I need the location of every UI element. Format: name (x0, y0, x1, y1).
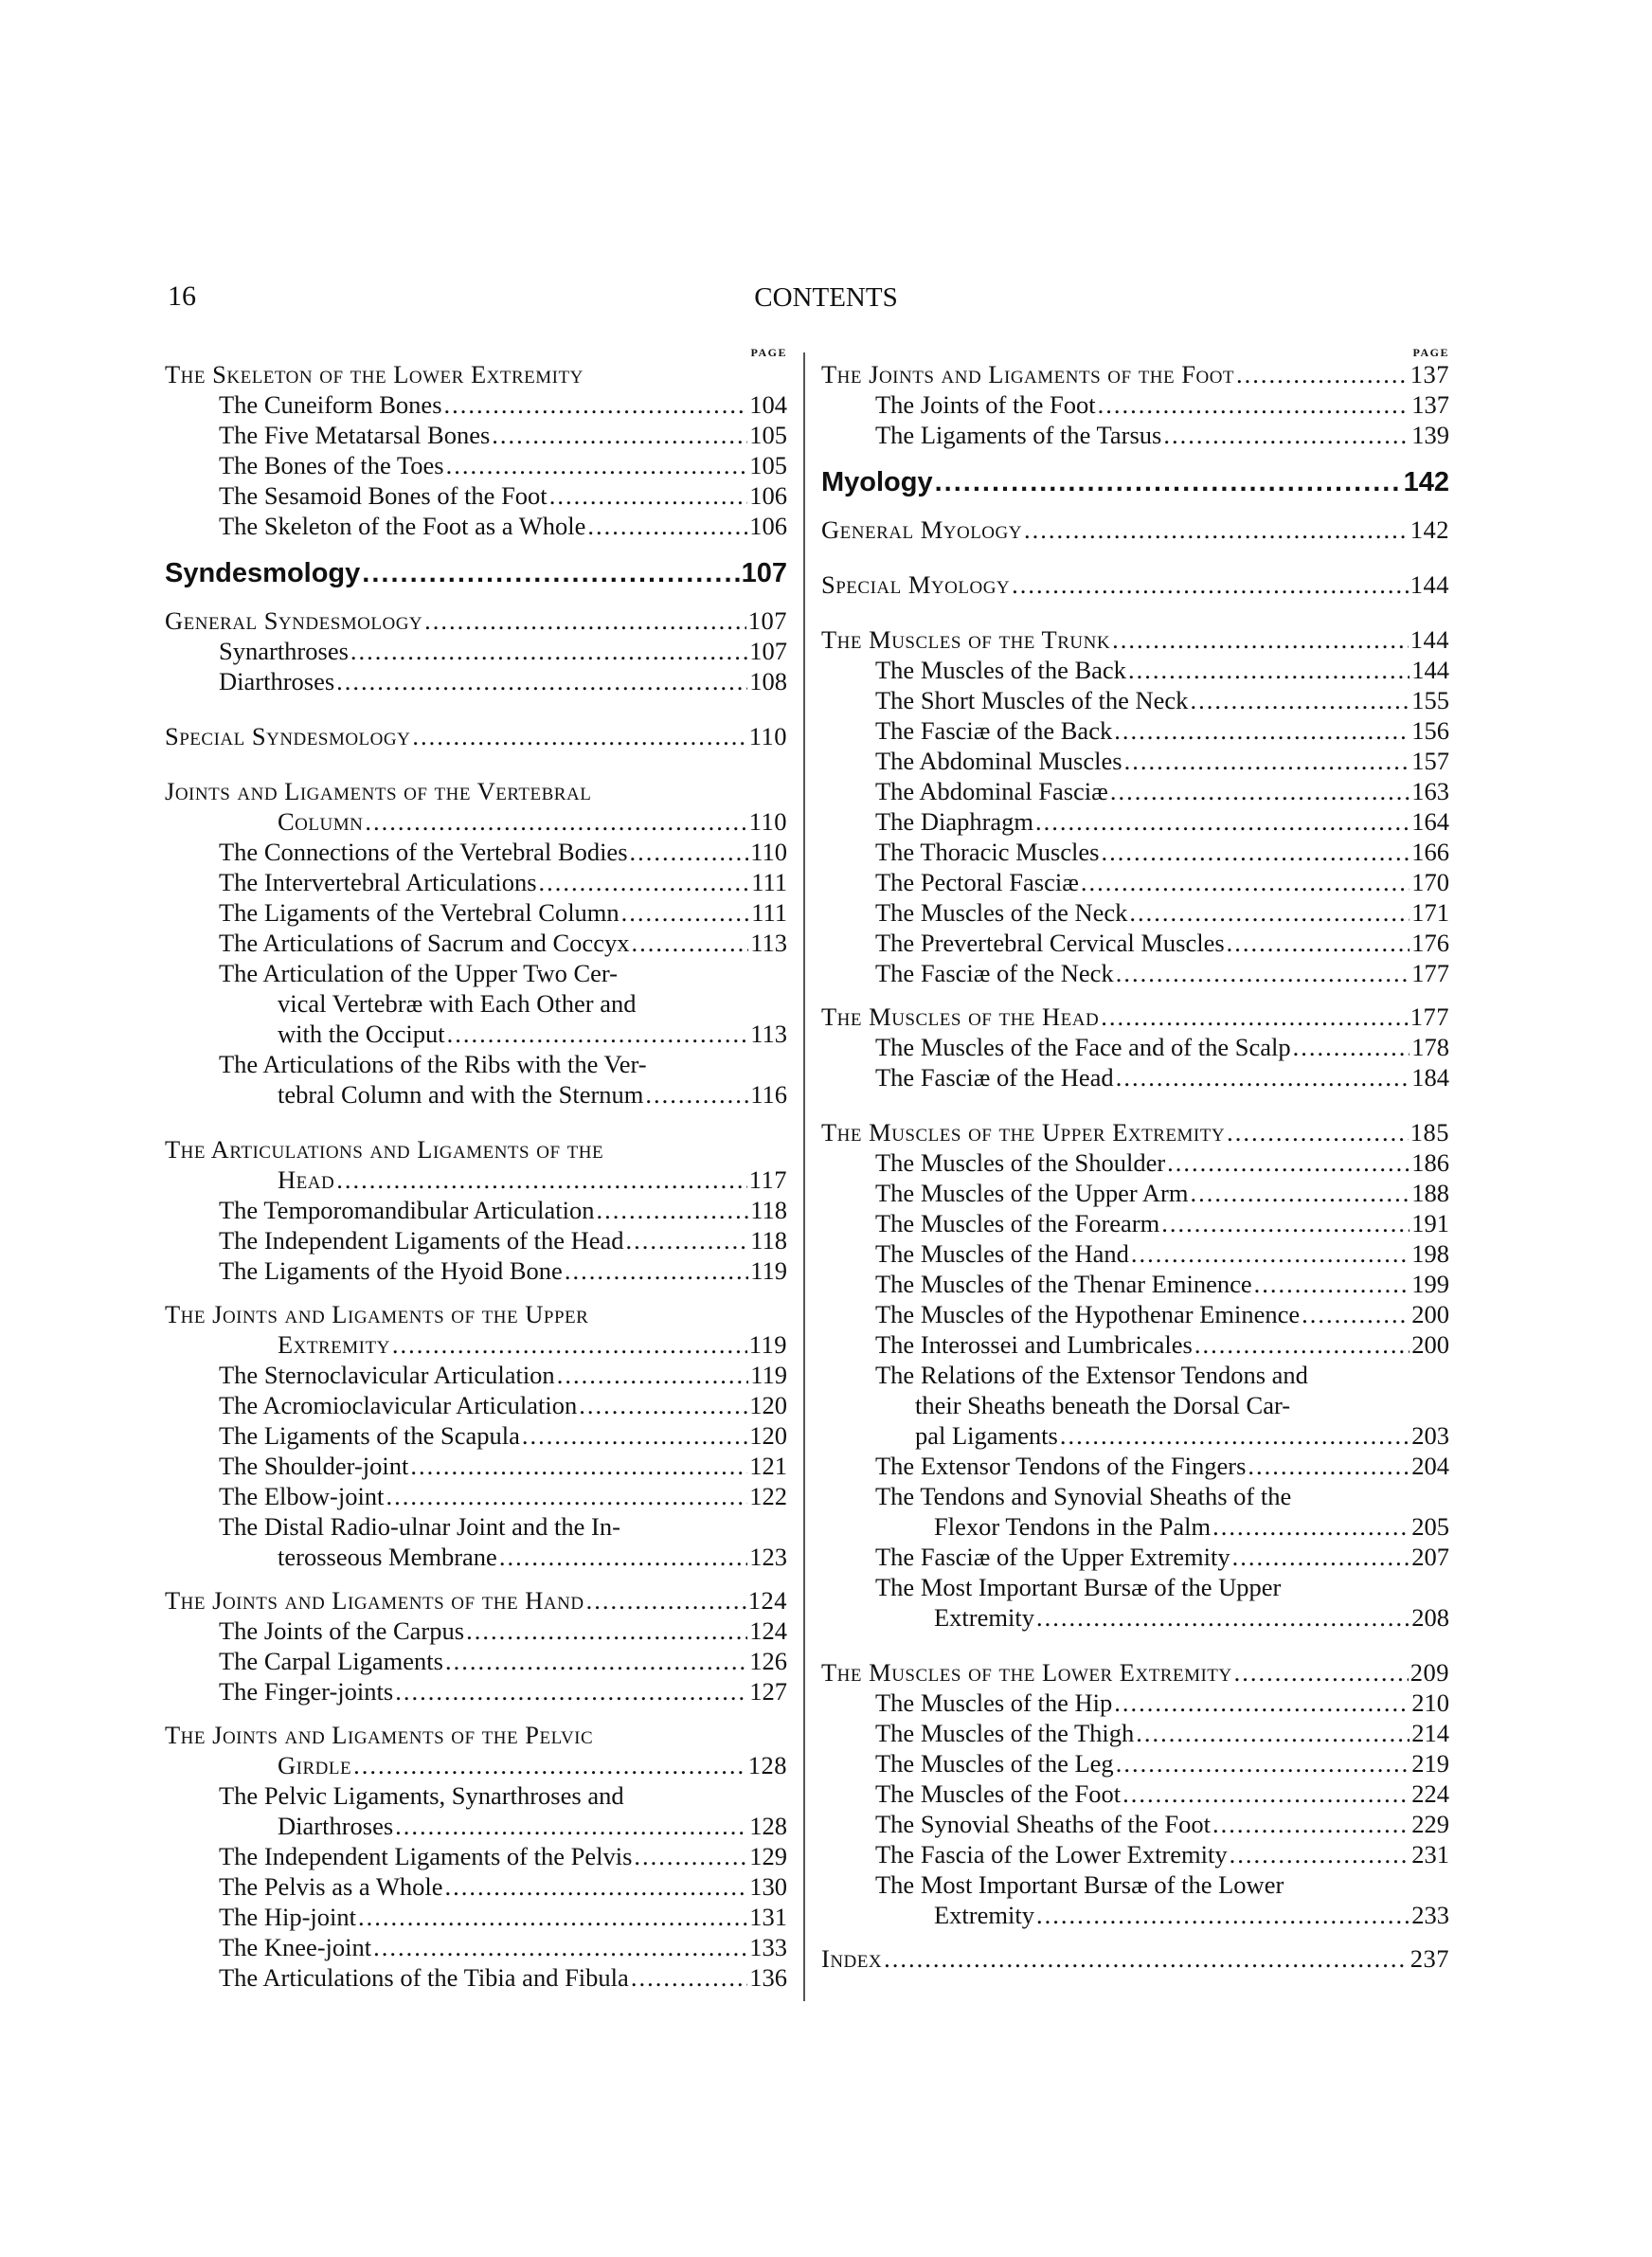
dot-leader (445, 1646, 747, 1676)
dot-leader (350, 636, 747, 666)
toc-entry-title: The Muscles of the Neck (875, 898, 1128, 927)
toc-entry-page: 184 (1411, 1063, 1449, 1092)
toc-entry-page: 191 (1411, 1209, 1449, 1237)
toc-entry-title: The Fasciæ of the Neck (875, 959, 1114, 987)
toc-entry-title: The Independent Ligaments of the Pelvis (219, 1842, 633, 1870)
dot-leader (446, 450, 748, 480)
toc-entry-page: 229 (1411, 1810, 1449, 1838)
dot-leader (522, 1420, 747, 1451)
toc-entry-title: The Muscles of the Thigh (875, 1719, 1135, 1747)
toc-entry-title: The Muscles of the Face and of the Scalp (875, 1033, 1291, 1061)
toc-entry[interactable] (821, 1208, 1449, 1238)
toc-entry[interactable] (821, 837, 1449, 867)
toc-entry[interactable]: tebral Column and with the Sternum ..... 116 (165, 1079, 787, 1110)
toc-entry-page: 177 (1411, 959, 1449, 987)
toc-entry[interactable]: Special Myology ..... 144 (821, 569, 1449, 600)
section-heading: The Joints and Ligaments of the Upper (165, 1300, 589, 1328)
toc-entry[interactable]: The Muscles of the Lower Extremity ..... 209 (821, 1657, 1449, 1688)
toc-entry-title: The Thoracic Muscles (875, 838, 1100, 866)
toc-entry-page: 108 (749, 667, 787, 695)
toc-entry[interactable]: Extremity ..... 233 (821, 1900, 1449, 1930)
toc-entry[interactable] (821, 1299, 1449, 1329)
toc-entry-title: The Joints of the Carpus (219, 1616, 465, 1645)
dot-leader (1114, 715, 1410, 746)
toc-entry-title: The Elbow-joint (219, 1482, 385, 1510)
toc-entry-page: 224 (1411, 1779, 1449, 1808)
page-column-label: PAGE (1412, 346, 1449, 359)
section-heading: The Skeleton of the Lower Extremity (165, 360, 584, 388)
dot-leader (626, 1225, 749, 1255)
toc-entry-title: The Independent Ligaments of the Head (219, 1226, 624, 1255)
toc-entry-title: The Sternoclavicular Articulation (219, 1361, 555, 1389)
dot-leader (373, 1932, 747, 1962)
toc-entry-page: 126 (749, 1647, 787, 1675)
dot-leader (621, 897, 750, 928)
dot-leader (1116, 958, 1410, 988)
toc-entry[interactable]: The Joints and Ligaments of the Hand ..... 124 (165, 1585, 787, 1616)
toc-entry[interactable] (165, 389, 787, 420)
dot-leader (1129, 897, 1410, 928)
toc-entry-page: 214 (1411, 1719, 1449, 1747)
dot-leader (1128, 655, 1410, 685)
toc-entry-title: The Abdominal Fasciæ (875, 777, 1108, 805)
dot-leader (444, 389, 748, 420)
toc-entry[interactable] (821, 389, 1449, 420)
toc-entry[interactable]: The Fasciæ of the Upper Extremity ..... 207 (821, 1542, 1449, 1572)
toc-entry[interactable] (165, 867, 787, 897)
toc-entry[interactable] (821, 806, 1449, 837)
dot-leader (410, 1451, 747, 1481)
toc-entry-text: The Pelvic Ligaments, Synarthroses and (219, 1781, 624, 1810)
toc-entry-page: 129 (749, 1842, 787, 1870)
toc-entry-page: 137 (1411, 390, 1449, 419)
toc-entry-title: The Fasciæ of the Head (875, 1063, 1114, 1092)
toc-entry-page: 111 (751, 868, 787, 896)
toc-entry-page: 110 (750, 838, 787, 866)
toc-entry-page: 111 (751, 898, 787, 927)
toc-entry-title: The Intervertebral Articulations (219, 868, 537, 896)
toc-entry[interactable]: with the Occiput ..... 113 (165, 1019, 787, 1049)
toc-entry-title: The Shoulder-joint (219, 1452, 409, 1480)
toc-entry-page: 157 (1411, 747, 1449, 775)
toc-entry-page: 131 (749, 1903, 787, 1931)
toc-entry[interactable]: The Muscles of the Head ..... 177 (821, 1002, 1449, 1032)
dot-leader (1110, 776, 1410, 806)
toc-entry[interactable] (165, 1255, 787, 1286)
toc-entry-page: 136 (749, 1963, 787, 1992)
toc-list (821, 389, 1449, 450)
toc-entry[interactable] (821, 1329, 1449, 1360)
toc-entry-title: The Muscles of the Hypothenar Eminence (875, 1300, 1301, 1328)
dot-leader (631, 1962, 747, 1993)
toc-entry-title: The Interossei and Lumbricales (875, 1330, 1193, 1359)
toc-entry[interactable] (165, 511, 787, 541)
toc-list (165, 1195, 787, 1286)
toc-entry[interactable] (165, 1676, 787, 1706)
toc-entry[interactable]: Column ..... 110 (165, 806, 787, 837)
toc-entry[interactable] (821, 1238, 1449, 1269)
toc-list (165, 1841, 787, 1993)
toc-entry[interactable]: pal Ligaments ..... 203 (821, 1420, 1449, 1451)
toc-entry-page: 124 (749, 1616, 787, 1645)
toc-entry-title: The Pelvis as a Whole (219, 1872, 443, 1901)
toc-entry[interactable] (165, 1481, 787, 1511)
toc-entry-page: 170 (1411, 868, 1449, 896)
dot-leader (1190, 685, 1410, 715)
toc-entry-title: The Articulations of Sacrum and Coccyx (219, 929, 630, 957)
toc-entry-title: The Hip-joint (219, 1903, 356, 1931)
dot-leader (1098, 389, 1410, 420)
toc-entry[interactable] (165, 1841, 787, 1871)
toc-entry-text: The Most Important Bursæ of the Upper (875, 1573, 1282, 1601)
dot-leader (1293, 1032, 1410, 1062)
toc-entry[interactable] (821, 1779, 1449, 1809)
toc-entry[interactable] (821, 958, 1449, 988)
toc-entry-title: The Connections of the Vertebral Bodies (219, 838, 628, 866)
dot-leader (1114, 1688, 1410, 1718)
toc-entry[interactable]: Flexor Tendons in the Palm ..... 205 (821, 1511, 1449, 1542)
dot-leader (549, 480, 748, 511)
dot-leader (630, 837, 749, 867)
toc-entry-text: The Articulation of the Upper Two Cer- (219, 959, 619, 987)
toc-entry-page: 130 (749, 1872, 787, 1901)
page-number: 16 (168, 280, 196, 312)
toc-entry[interactable]: terosseous Membrane ..... 123 (165, 1542, 787, 1572)
toc-entry[interactable] (821, 1688, 1449, 1718)
toc-entry-page: 171 (1411, 898, 1449, 927)
toc-entry-text: The Most Important Bursæ of the Lower (875, 1870, 1284, 1899)
toc-entry-text: their Sheaths beneath the Dorsal Car- (915, 1391, 1291, 1419)
toc-entry-page: 127 (749, 1677, 787, 1706)
toc-entry[interactable] (165, 1616, 787, 1646)
toc-entry-title: The Temporomandibular Articulation (219, 1196, 595, 1224)
toc-entry-page: 119 (750, 1361, 787, 1389)
toc-entry-text: The Articulations of the Ribs with the Ver- (219, 1050, 647, 1078)
toc-entry[interactable] (165, 450, 787, 480)
dot-leader (1081, 867, 1410, 897)
toc-entry-title: The Fasciæ of the Back (875, 716, 1113, 745)
toc-entry-title: The Carpal Ligaments (219, 1647, 443, 1675)
dot-leader (1161, 1208, 1410, 1238)
dot-leader (565, 1255, 748, 1286)
toc-entry-title: The Synovial Sheaths of the Foot (875, 1810, 1212, 1838)
toc-entry[interactable]: The Extensor Tendons of the Fingers ..... 204 (821, 1451, 1449, 1481)
dot-leader (597, 1195, 749, 1225)
toc-entry[interactable] (821, 1147, 1449, 1178)
dot-leader (1194, 1329, 1410, 1360)
toc-entry-title: The Ligaments of the Vertebral Column (219, 898, 620, 927)
toc-entry[interactable] (165, 1420, 787, 1451)
dot-leader (386, 1481, 747, 1511)
toc-entry-page: 104 (749, 390, 787, 419)
toc-entry[interactable]: Myology ..... 142 (821, 463, 1449, 501)
toc-entry-title: The Cuneiform Bones (219, 390, 442, 419)
toc-list (165, 1616, 787, 1706)
toc-entry-page: 188 (1411, 1179, 1449, 1207)
toc-entry-text: The Relations of the Extensor Tendons and (875, 1361, 1308, 1389)
toc-entry[interactable] (165, 636, 787, 666)
toc-entry[interactable] (821, 1032, 1449, 1062)
toc-entry-title: The Fascia of the Lower Extremity (875, 1840, 1228, 1869)
dot-leader (1230, 1839, 1410, 1869)
page-header (0, 280, 1652, 318)
toc-entry-page: 164 (1411, 807, 1449, 836)
toc-entry-title: The Muscles of the Shoulder (875, 1148, 1166, 1177)
toc-entry-page: 113 (750, 929, 787, 957)
toc-entry-title: The Diaphragm (875, 807, 1034, 836)
toc-entry[interactable] (165, 1360, 787, 1390)
toc-entry[interactable]: Diarthroses ..... 128 (165, 1811, 787, 1841)
dot-leader (539, 867, 750, 897)
toc-entry-page: 200 (1411, 1300, 1449, 1328)
toc-entry-page: 120 (749, 1391, 787, 1419)
toc-entry[interactable]: Extremity ..... 119 (165, 1329, 787, 1360)
dot-leader (466, 1616, 747, 1646)
dot-leader (1167, 1147, 1410, 1178)
toc-entry[interactable] (165, 1390, 787, 1420)
toc-entry[interactable] (165, 928, 787, 958)
toc-entry[interactable] (821, 1839, 1449, 1869)
toc-entry-page: 186 (1411, 1148, 1449, 1177)
dot-leader (444, 1871, 747, 1902)
toc-entry-page: 210 (1411, 1688, 1449, 1717)
toc-entry-title: The Skeleton of the Foot as a Whole (219, 512, 586, 540)
toc-entry-page: 176 (1411, 929, 1449, 957)
dot-leader (1131, 1238, 1410, 1269)
toc-entry-page: 200 (1411, 1330, 1449, 1359)
toc-entry[interactable]: Head ..... 117 (165, 1165, 787, 1195)
toc-entry[interactable] (821, 420, 1449, 450)
toc-entry-title: The Prevertebral Cervical Muscles (875, 929, 1225, 957)
toc-entry-title: The Muscles of the Leg (875, 1749, 1114, 1778)
toc-entry-page: 156 (1411, 716, 1449, 745)
toc-entry[interactable] (165, 480, 787, 511)
toc-entry[interactable]: Index ..... 237 (821, 1943, 1449, 1974)
dot-leader (1254, 1269, 1410, 1299)
toc-entry[interactable] (821, 867, 1449, 897)
toc-entry[interactable] (165, 1195, 787, 1225)
toc-list (165, 636, 787, 696)
dot-leader (1190, 1178, 1410, 1208)
toc-entry-text: The Distal Radio-ulnar Joint and the In- (219, 1512, 620, 1541)
toc-entry-title: The Short Muscles of the Neck (875, 686, 1189, 714)
toc-entry-title: The Muscles of the Thenar Eminence (875, 1270, 1252, 1298)
toc-entry[interactable] (821, 655, 1449, 685)
toc-entry-title: The Muscles of the Hand (875, 1239, 1129, 1268)
toc-entry[interactable]: The Muscles of the Trunk ..... 144 (821, 624, 1449, 655)
toc-entry-page: 199 (1411, 1270, 1449, 1298)
toc-entry[interactable]: Girdle ..... 128 (165, 1750, 787, 1780)
toc-entry-page: 139 (1411, 421, 1449, 449)
toc-entry-title: The Ligaments of the Tarsus (875, 421, 1162, 449)
dot-leader (1227, 928, 1410, 958)
toc-list (165, 1360, 787, 1511)
toc-entry[interactable] (821, 1748, 1449, 1779)
toc-entry-page: 106 (749, 512, 787, 540)
dot-leader (395, 1676, 747, 1706)
toc-entry-page: 163 (1411, 777, 1449, 805)
toc-entry-page: 120 (749, 1421, 787, 1450)
dot-leader (1163, 420, 1410, 450)
toc-entry[interactable] (165, 837, 787, 867)
toc-entry[interactable]: General Myology ..... 142 (821, 515, 1449, 545)
toc-entry-page: 231 (1411, 1840, 1449, 1869)
toc-list (165, 837, 787, 958)
toc-entry[interactable]: General Syndesmology ..... 107 (165, 605, 787, 636)
toc-entry[interactable] (821, 1062, 1449, 1092)
toc-entry[interactable] (821, 776, 1449, 806)
toc-entry-page: 155 (1411, 686, 1449, 714)
toc-entry-page: 133 (749, 1933, 787, 1961)
toc-entry-page: 118 (750, 1226, 787, 1255)
toc-entry[interactable] (821, 715, 1449, 746)
toc-entry[interactable] (165, 1932, 787, 1962)
toc-entry-page: 105 (749, 451, 787, 479)
toc-entry-title: The Ligaments of the Hyoid Bone (219, 1256, 563, 1285)
toc-entry[interactable] (165, 1902, 787, 1932)
toc-entry-title: The Pectoral Fasciæ (875, 868, 1079, 896)
toc-entry[interactable]: The Muscles of the Upper Extremity ..... 185 (821, 1117, 1449, 1147)
toc-entry-page: 122 (749, 1482, 787, 1510)
toc-entry[interactable] (165, 897, 787, 928)
toc-list (165, 389, 787, 541)
dot-leader (1101, 837, 1410, 867)
toc-entry-page: 105 (749, 421, 787, 449)
dot-leader (1116, 1748, 1410, 1779)
dot-leader (587, 511, 747, 541)
toc-entry-title: The Finger-joints (219, 1677, 394, 1706)
toc-entry-title: The Muscles of the Foot (875, 1779, 1122, 1808)
toc-list (821, 655, 1449, 988)
toc-entry[interactable]: Syndesmology ..... 107 (165, 554, 787, 592)
toc-entry-title: The Sesamoid Bones of the Foot (219, 481, 548, 510)
toc-entry-title: The Muscles of the Upper Arm (875, 1179, 1189, 1207)
section-heading: The Articulations and Ligaments of the (165, 1135, 604, 1164)
toc-entry[interactable] (821, 897, 1449, 928)
dot-leader (336, 666, 747, 696)
toc-entry-page: 219 (1411, 1749, 1449, 1778)
toc-entry[interactable] (821, 1269, 1449, 1299)
toc-entry[interactable] (821, 928, 1449, 958)
toc-entry-title: The Acromioclavicular Articulation (219, 1391, 578, 1419)
page-title: CONTENTS (754, 282, 898, 313)
toc-entry-page: 166 (1411, 838, 1449, 866)
toc-entry-title: The Knee-joint (219, 1933, 372, 1961)
toc-entry-title: The Abdominal Muscles (875, 747, 1122, 775)
toc-entry-title: The Five Metatarsal Bones (219, 421, 491, 449)
toc-entry[interactable] (821, 1178, 1449, 1208)
toc-entry-page: 178 (1411, 1033, 1449, 1061)
toc-entry-page: 198 (1411, 1239, 1449, 1268)
section-heading: The Joints and Ligaments of the Pelvic (165, 1721, 594, 1749)
dot-leader (1302, 1299, 1410, 1329)
toc-entry-page: 121 (749, 1452, 787, 1480)
toc-entry-title: Diarthroses (219, 667, 335, 695)
dot-leader (557, 1360, 749, 1390)
toc-entry[interactable] (165, 1451, 787, 1481)
toc-entry-text: The Tendons and Synovial Sheaths of the (875, 1482, 1292, 1510)
toc-list (821, 1147, 1449, 1360)
toc-entry[interactable] (165, 1225, 787, 1255)
dot-leader (1136, 1718, 1410, 1748)
dot-leader (358, 1902, 747, 1932)
toc-entry[interactable] (165, 1646, 787, 1676)
dot-leader (634, 1841, 747, 1871)
toc-entry[interactable] (165, 1962, 787, 1993)
column-divider (803, 352, 805, 2001)
toc-entry[interactable] (165, 666, 787, 696)
dot-leader (1035, 806, 1410, 837)
toc-column-left (165, 346, 787, 1993)
toc-entry-page: 106 (749, 481, 787, 510)
toc-entry[interactable] (821, 1718, 1449, 1748)
page-column-label: PAGE (750, 346, 787, 359)
section-heading: Joints and Ligaments of the Vertebral (165, 777, 592, 805)
toc-entry[interactable]: Special Syndesmology ..... 110 (165, 721, 787, 751)
dot-leader (1212, 1809, 1410, 1839)
toc-entry-page: 119 (750, 1256, 787, 1285)
toc-entry-title: The Muscles of the Hip (875, 1688, 1113, 1717)
toc-entry[interactable] (821, 1809, 1449, 1839)
toc-entry[interactable]: Extremity ..... 208 (821, 1602, 1449, 1633)
dot-leader (1116, 1062, 1410, 1092)
dot-leader (1122, 1779, 1410, 1809)
toc-list (821, 1688, 1449, 1869)
toc-column-right (821, 346, 1449, 1974)
toc-entry-title: The Ligaments of the Scapula (219, 1421, 520, 1450)
toc-entry-title: The Muscles of the Back (875, 656, 1126, 684)
toc-entry-title: The Joints of the Foot (875, 390, 1096, 419)
toc-entry[interactable]: The Joints and Ligaments of the Foot ..... 137 (821, 359, 1449, 389)
toc-entry[interactable] (165, 420, 787, 450)
toc-entry-page: 107 (749, 637, 787, 665)
dot-leader (1124, 746, 1410, 776)
toc-entry[interactable] (821, 685, 1449, 715)
toc-list (821, 1032, 1449, 1092)
dot-leader (579, 1390, 747, 1420)
dot-leader (492, 420, 747, 450)
toc-entry-text: vical Vertebræ with Each Other and (278, 989, 637, 1018)
toc-entry-title: The Articulations of the Tibia and Fibula (219, 1963, 629, 1992)
toc-entry-title: Synarthroses (219, 637, 349, 665)
toc-entry-page: 118 (750, 1196, 787, 1224)
toc-entry[interactable] (821, 746, 1449, 776)
toc-entry-title: The Bones of the Toes (219, 451, 444, 479)
dot-leader (631, 928, 748, 958)
toc-entry-title: The Muscles of the Forearm (875, 1209, 1160, 1237)
toc-entry[interactable] (165, 1871, 787, 1902)
toc-entry-page: 144 (1411, 656, 1449, 684)
